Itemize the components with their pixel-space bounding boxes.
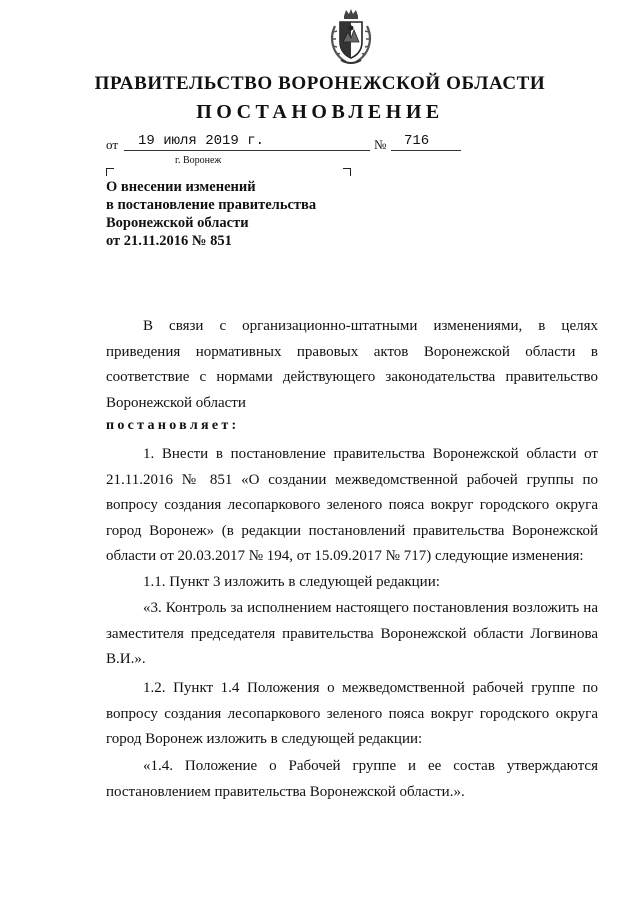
paragraph-1-2: 1.2. Пункт 1.4 Положения о межведомственной рабочей группе по вопросу создания лесопаркового зеленого пояса вокруг городского округа город Воронеж изложить в следующей редакции:: [106, 680, 598, 747]
subject-line: от 21.11.2016 № 851: [106, 233, 232, 249]
subject-bracket-left: [106, 168, 114, 176]
decree-word: постановляет:: [106, 418, 240, 433]
paragraph-1-2-quote: «1.4. Положение о Рабочей группе и ее состав утверждаются постановлением правительства Воронежской области.».: [106, 758, 598, 800]
paragraph-1-1-quote: «3. Контроль за исполнением настоящего постановления возложить на заместителя председателя правительства Воронежской области Логвинова В.И.».: [106, 600, 598, 667]
document-subject: [106, 178, 316, 250]
document-type: ПОСТАНОВЛЕНИЕ: [196, 101, 444, 123]
subject-line: Воронежской области: [106, 215, 249, 231]
subject-line: О внесении изменений: [106, 179, 256, 195]
city-label: г. Воронеж: [175, 155, 222, 166]
date-underline: [124, 150, 370, 151]
number-sign: №: [374, 137, 387, 152]
document-date: 19 июля 2019 г.: [138, 133, 265, 149]
paragraph-1: 1. Внести в постановление правительства Воронежской области от 21.11.2016 № 851 «О создании межведомственной рабочей группы по вопросу создания лесопаркового зеленого пояса вокруг городского округа город Воронеж» (в редакции постановлений правительства Воронежской области от 20.03.2017 № 194, от 15.09.2017 № 717) следующие изменения:: [106, 446, 598, 564]
document-number: 716: [404, 133, 430, 149]
number-underline: [391, 150, 461, 151]
date-prefix: от: [106, 137, 119, 152]
subject-line: в постановление правительства: [106, 197, 317, 213]
coat-of-arms-emblem: [326, 8, 376, 66]
organization-name: ПРАВИТЕЛЬСТВО ВОРОНЕЖСКОЙ ОБЛАСТИ: [94, 73, 546, 94]
paragraph-1-1: 1.1. Пункт 3 изложить в следующей редакции:: [143, 574, 440, 590]
intro-paragraph: В связи с организационно-штатными изменениями, в целях приведения нормативных правовых актов Воронежской области в соответствие с нормами действующего законодательства правительство Воронежской области: [106, 318, 598, 411]
subject-bracket-right: [343, 168, 351, 176]
